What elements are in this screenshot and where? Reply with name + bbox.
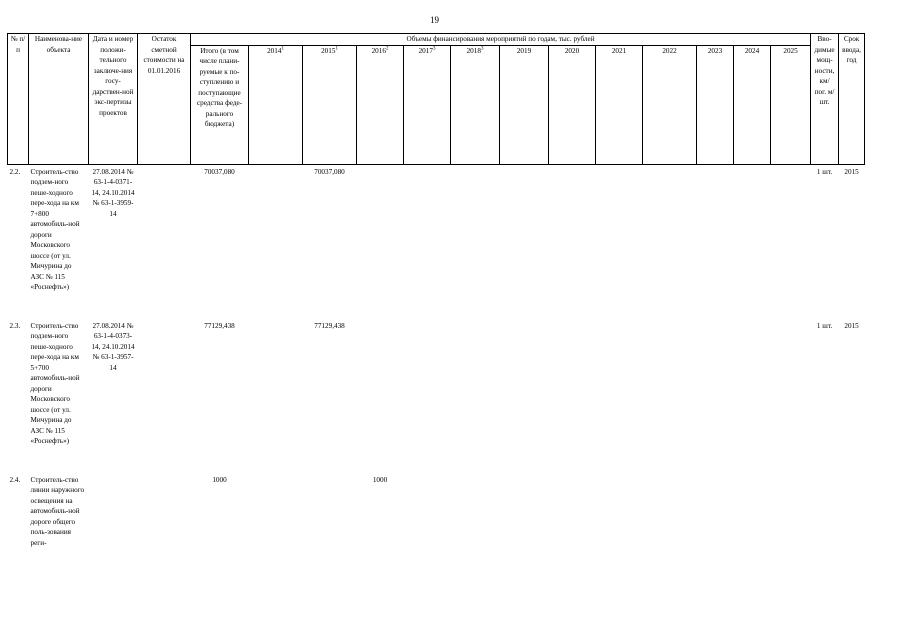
row-year-2023 — [697, 473, 734, 573]
row-year-2014 — [249, 319, 303, 473]
row-year-2015: 70037,080 — [314, 167, 345, 176]
header-term: Срок ввода, год — [839, 34, 865, 165]
header-year-label: 2020 — [564, 46, 580, 55]
header-year-label: 2014 — [267, 46, 282, 55]
row-term — [839, 473, 865, 573]
row-term: 2015 — [844, 167, 859, 176]
row-name: Строитель-ство линии наружного освещения на автомобиль-ной дороге общего поль-зования реги- — [30, 475, 85, 547]
row-year-2017 — [404, 165, 451, 319]
header-year-2021 — [596, 45, 643, 164]
row-num: 2.2. — [9, 167, 21, 176]
header-year-2015 — [303, 45, 357, 164]
row-year-2016: 1000 — [372, 475, 388, 484]
header-year-label: 2024 — [744, 46, 760, 55]
header-year-2022 — [643, 45, 697, 164]
row-num: 2.3. — [9, 321, 21, 330]
table-row — [8, 319, 865, 473]
row-year-2025 — [771, 319, 811, 473]
header-year-label: 2016 — [371, 46, 386, 55]
row-capacity: 1 шт. — [816, 321, 833, 330]
header-balance: Остаток сметной стоимости на 01.01.2016 — [138, 34, 191, 165]
header-year-label: 2022 — [662, 46, 677, 55]
row-year-2023 — [697, 319, 734, 473]
row-year-2015 — [303, 473, 357, 573]
row-year-2015: 77129,438 — [314, 321, 345, 330]
header-year-label: 2025 — [783, 46, 798, 55]
row-year-2023 — [697, 165, 734, 319]
header-num: № п/п — [8, 34, 29, 165]
row-year-2017 — [404, 473, 451, 573]
row-balance — [138, 319, 191, 473]
row-year-2017 — [404, 319, 451, 473]
header-year-footnote: 3 — [432, 46, 436, 52]
row-year-2018 — [451, 473, 500, 573]
row-balance — [138, 165, 191, 319]
row-year-2016 — [357, 319, 404, 473]
header-year-footnote: 2 — [385, 46, 389, 52]
header-year-label: 2017 — [418, 46, 433, 55]
row-year-2014 — [249, 165, 303, 319]
header-year-2024 — [734, 45, 771, 164]
row-year-2022 — [643, 473, 697, 573]
row-year-2022 — [643, 319, 697, 473]
row-num: 2.4. — [9, 475, 21, 484]
row-year-2019 — [500, 473, 549, 573]
header-year-label: 2023 — [707, 46, 723, 55]
row-year-2024 — [734, 473, 771, 573]
header-year-2016 — [357, 45, 404, 164]
row-balance — [138, 473, 191, 573]
header-year-label: 2019 — [516, 46, 532, 55]
header-year-2017 — [404, 45, 451, 164]
row-date: 27.08.2014 № 63-1-4-0373-14, 24.10.2014 № 63-1-3957-14 — [91, 321, 135, 372]
row-date — [89, 473, 138, 573]
header-year-label: 2018 — [466, 46, 481, 55]
row-year-2014 — [249, 473, 303, 573]
header-volumes: Объемы финансирования мероприятий по годам, тыс. рублей — [191, 34, 811, 46]
row-total: 70037,080 — [204, 167, 235, 176]
row-year-2018 — [451, 165, 500, 319]
row-name: Строитель-ство подзем-ного пеше-ходного пере-хода на км 7+800 автомобиль-ной дороги Московского шоссе (от ул. Мичурина до АЗС № 115 «Роснефть») — [30, 167, 80, 291]
header-year-footnote: 1 — [335, 46, 338, 52]
header-year-2025 — [771, 45, 811, 164]
header-year-2014 — [249, 45, 303, 164]
row-capacity — [811, 473, 839, 573]
financing-table — [7, 33, 865, 573]
row-year-2024 — [734, 319, 771, 473]
row-year-2024 — [734, 165, 771, 319]
header-name: Наименова-ние объекта — [29, 34, 89, 165]
row-term: 2015 — [844, 321, 859, 330]
header-capacity: Вво-димые мощ-ности, км/ пог. м/шт. — [811, 34, 839, 165]
header-year-2018 — [451, 45, 500, 164]
row-year-2020 — [549, 473, 596, 573]
row-year-2016 — [357, 165, 404, 319]
row-year-2019 — [500, 319, 549, 473]
header-year-label: 2021 — [611, 46, 627, 55]
header-total: Итого (в том числе плани-руемые к по-ступлению и поступающие средства феде-рального бюджета) — [191, 45, 249, 164]
row-year-2025 — [771, 473, 811, 573]
row-year-2020 — [549, 165, 596, 319]
table-row — [8, 165, 865, 319]
header-year-footnote: 3 — [480, 46, 484, 52]
row-year-2020 — [549, 319, 596, 473]
header-year-2019 — [500, 45, 549, 164]
row-year-2021 — [596, 319, 643, 473]
row-year-2021 — [596, 165, 643, 319]
row-year-2019 — [500, 165, 549, 319]
row-year-2021 — [596, 473, 643, 573]
row-year-2025 — [771, 165, 811, 319]
row-total: 1000 — [212, 475, 227, 484]
row-name: Строитель-ство подзем-ного пеше-ходного пере-хода на км 5+700 автомобиль-ной дороги Московского шоссе (от ул. Мичурина до АЗС № 115 «Роснефть») — [30, 321, 80, 445]
page-number: 19 — [430, 15, 439, 25]
table-row — [8, 473, 865, 573]
header-year-2023 — [697, 45, 734, 164]
row-date: 27.08.2014 № 63-1-4-0371-14, 24.10.2014 № 63-1-3959-14 — [91, 167, 135, 218]
row-year-2018 — [451, 319, 500, 473]
header-year-2020 — [549, 45, 596, 164]
header-year-footnote: 1 — [281, 46, 284, 52]
row-capacity: 1 шт. — [816, 167, 833, 176]
row-total: 77129,438 — [204, 321, 235, 330]
row-year-2022 — [643, 165, 697, 319]
header-date: Дата и номер положи-тельного заключе-ния госу-дарствен-ной экс-пертизы проектов — [89, 34, 138, 165]
header-year-label: 2015 — [321, 46, 336, 55]
